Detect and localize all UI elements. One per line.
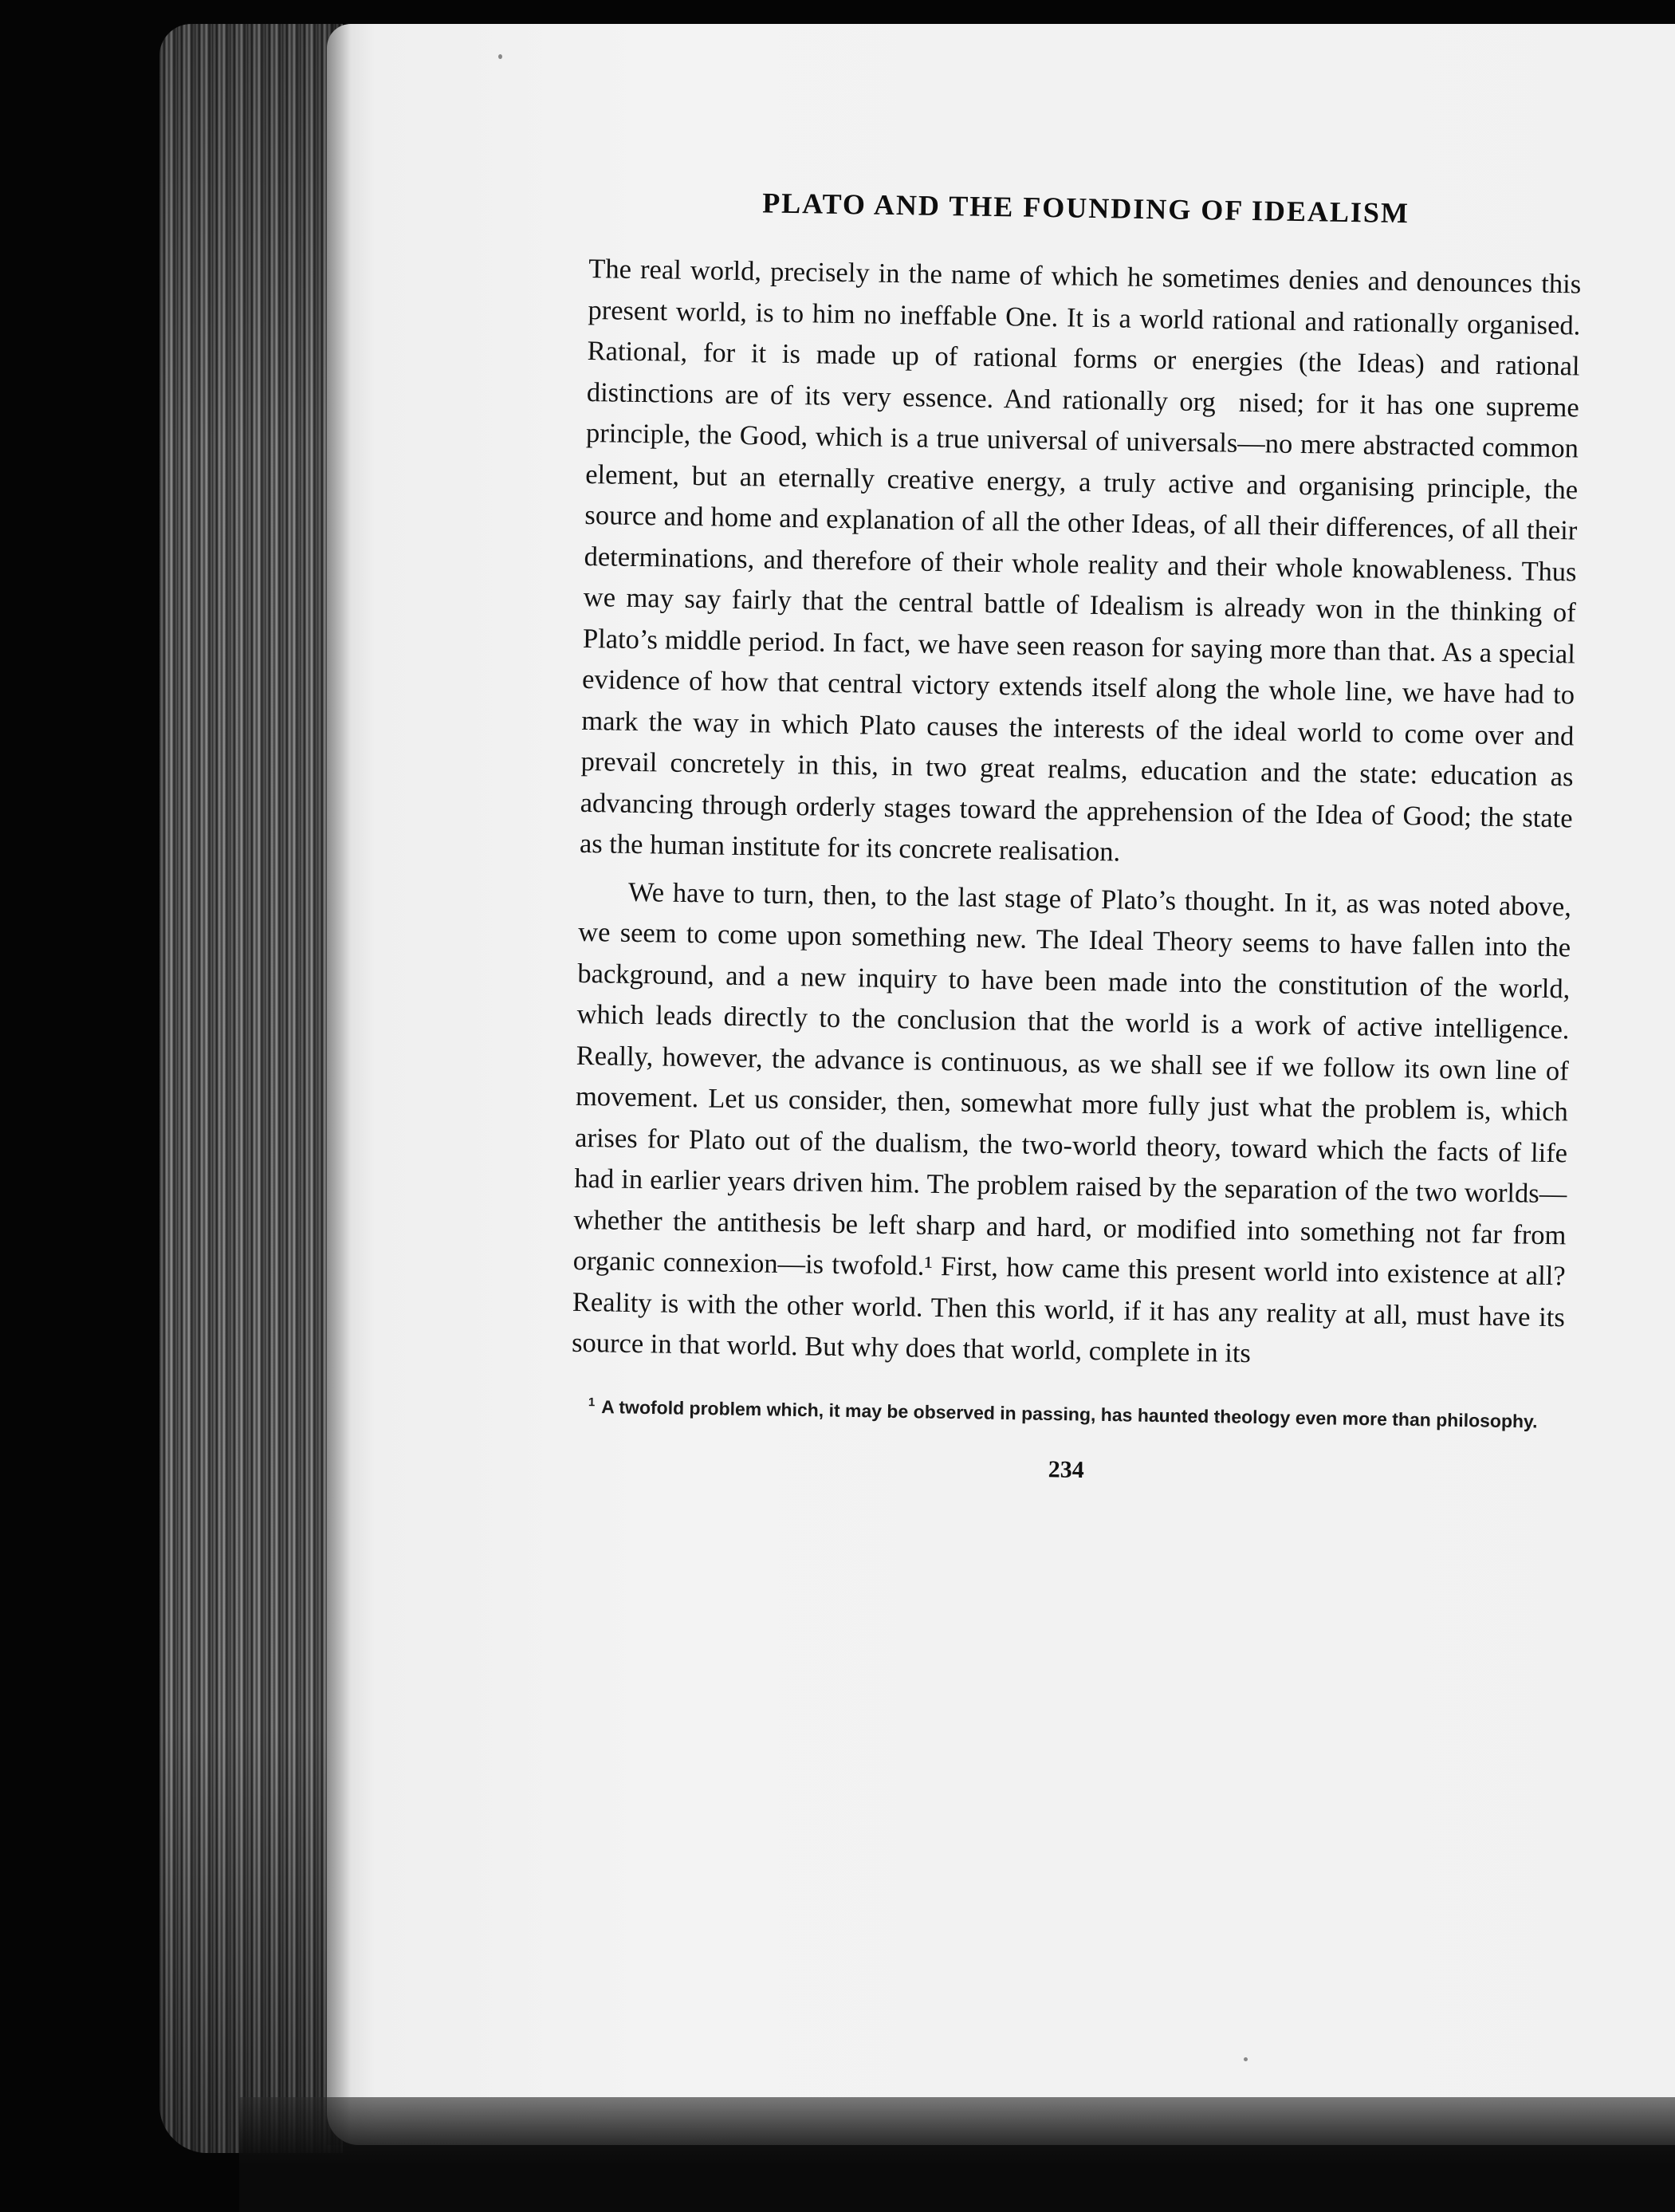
gutter-shadow <box>327 24 351 2145</box>
paragraph-2: We have to turn, then, to the last stage of Plato’s thought. In it, as was noted above, we seem to come upon something new. The Ideal Theory seems to have fallen into the background, and a new inquiry to have been made into the constitution of the world, which leads directly to the conclusion that the world is a work of active intelligence. Really, however, the advance is continuous, as we shall see if we follow its own line of movement. Let us consider, then, somewhat more fully just what the problem is, which arises for Plato out of the dualism, the two-world theory, toward which the facts of life had in earlier years driven him. The problem raised by the separation of the two worlds—whether the antithesis be left sharp and hard, or modified into something not far from organic connexion—is twofold.¹ First, how came this present world into existence at all? Reality is with the other world. Then this world, if it has any reality at all, must have its source in that world. But why does that world, complete in its <box>571 876 1572 1369</box>
page-number: 234 <box>1048 1456 1084 1484</box>
bottom-shadow <box>239 2097 1675 2212</box>
footnote <box>571 1391 1563 1432</box>
page-text-block <box>570 183 1583 1492</box>
running-head: PLATO AND THE FOUNDING OF IDEALISM <box>761 187 1410 230</box>
dust-speck <box>1244 2057 1248 2061</box>
book-page-edges <box>159 24 343 2153</box>
paragraph-1: The real world, precisely in the name of which he sometimes denies and denounces this present world, is to him no ineffable One. It is a world rational and rationally organised. Rational, for it is made up of rational forms or energies (the Ideas) and rational distinctions are of its very essence. And rationally org nised; for it has one supreme principle, the Good, which is a true universal of universals—no mere abstracted common element, but an eternally creative energy, a truly active and organising principle, the source and home and explanation of all the other Ideas, of all their differences, of all their determinations, and therefore of their whole reality and their whole knowableness. Thus we may say fairly that the central battle of Idealism is already won in the thinking of Plato’s middle period. In fact, we have seen reason for saying more than that. As a special evidence of how that central victory extends itself along the whole line, we have had to mark the way in which Plato causes the interests of the ideal world to come over and prevail concretely in this, in two great realms, education and the state: education as advancing through orderly stages toward the apprehension of the Idea of Good; the state as the human institute for its concrete realisation. <box>579 253 1582 868</box>
footnote-text: A twofold problem which, it may be observed in passing, has haunted theology even more than philosophy. <box>601 1395 1538 1432</box>
dust-speck <box>498 54 502 59</box>
footnote-mark: 1 <box>588 1395 596 1409</box>
